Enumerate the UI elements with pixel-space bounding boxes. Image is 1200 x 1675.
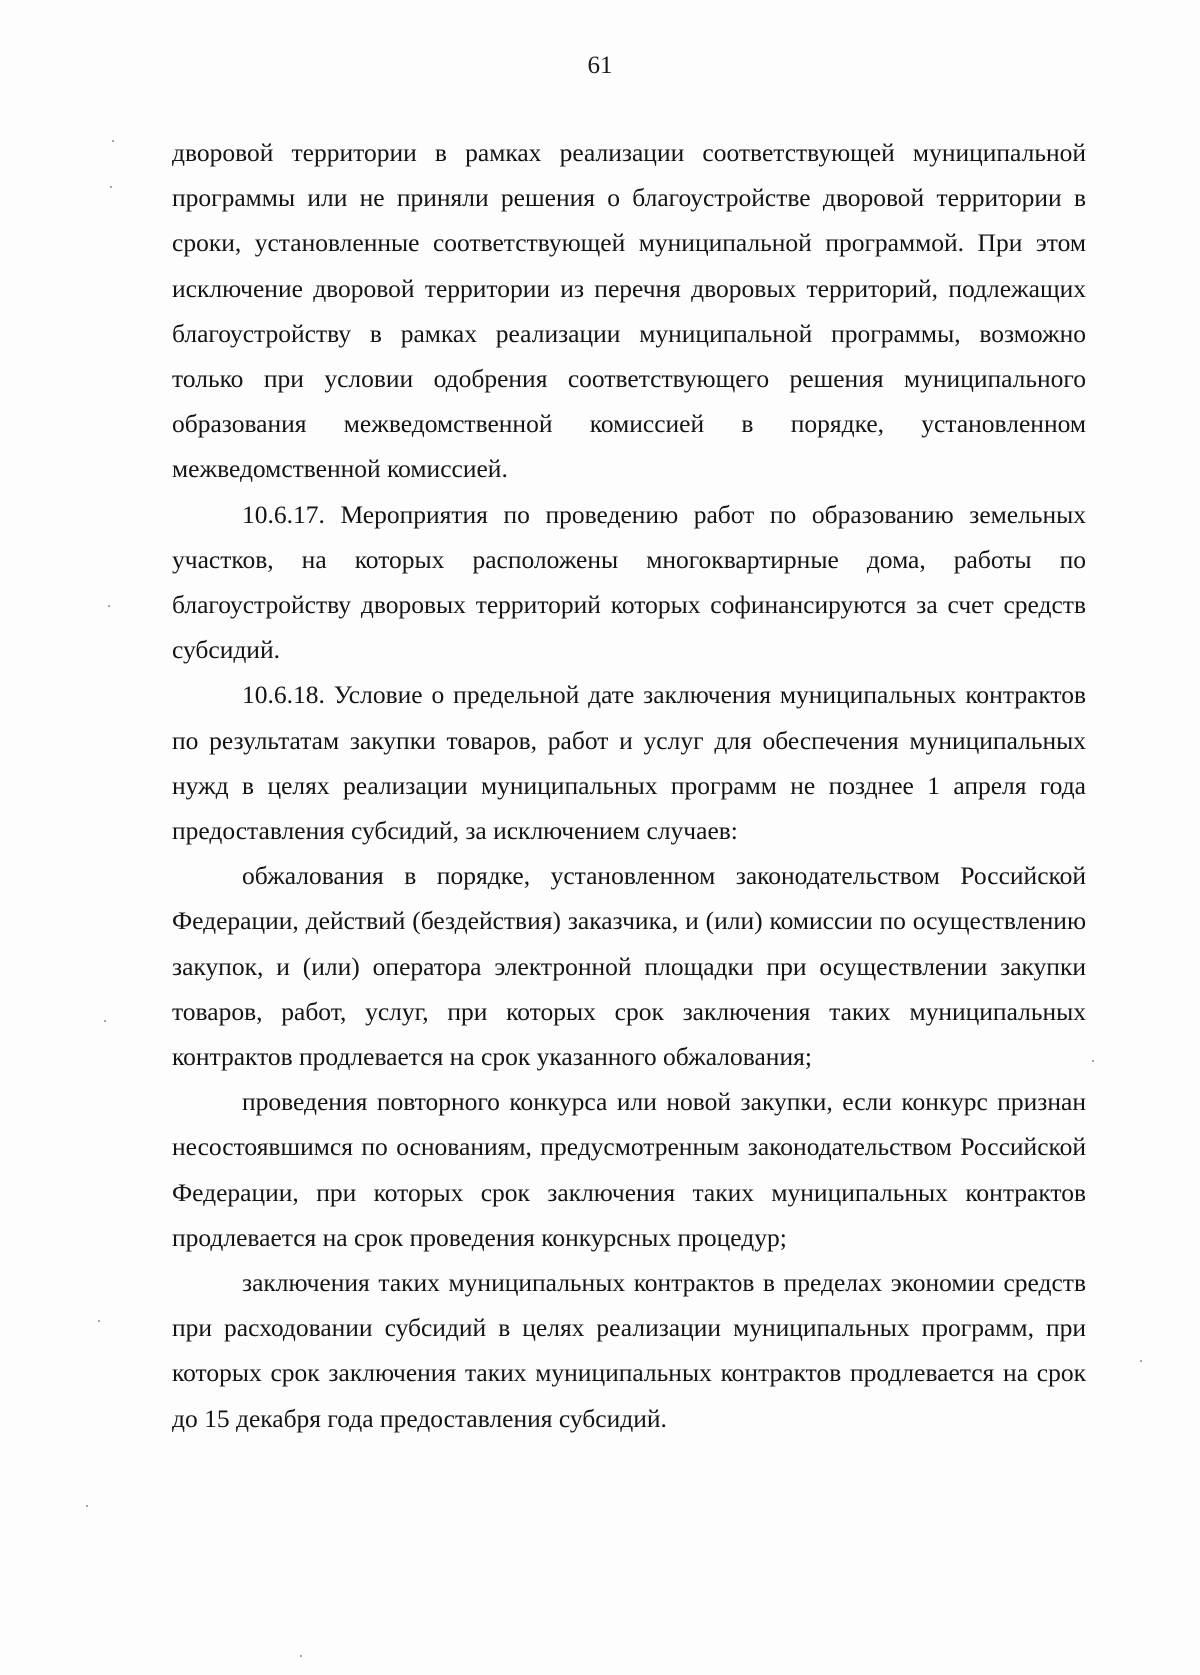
scan-speck: [108, 605, 110, 607]
scan-speck: [86, 1505, 88, 1507]
document-body: [172, 130, 1086, 1441]
scan-speck: [104, 1020, 106, 1022]
page-number: 61: [587, 52, 613, 79]
scan-speck: [1092, 1060, 1094, 1062]
scan-speck: [110, 186, 112, 188]
paragraph-exception-appeal: обжалования в порядке, установленном законодательством Российской Федерации, действий (бездействия) заказчика, и (или) комиссии по осуществлению закупок, и (или) оператора электронной площадки при осуществлении закупки товаров, работ, услуг, при которых срок заключения таких муниципальных контрактов продлевается на срок указанного обжалования;: [172, 861, 1086, 1072]
paragraph-exception-repeat-tender: проведения повторного конкурса или новой закупки, если конкурс признан несостоявшимся по основаниям, предусмотренным законодательством Российской Федерации, при которых срок заключения таких муниципальных контрактов продлевается на срок проведения конкурсных процедур;: [172, 1087, 1086, 1252]
paragraph-exception-savings: заключения таких муниципальных контрактов в пределах экономии средств при расходовании субсидий в целях реализации муниципальных программ, при которых срок заключения таких муниципальных контрактов продлевается на срок до 15 декабря года предоставления субсидий.: [172, 1268, 1086, 1433]
scan-speck: [112, 140, 114, 142]
paragraph-10-6-17: 10.6.17. Мероприятия по проведению работ по образованию земельных участков, на которых расположены многоквартирные дома, работы по благоустройству дворовых территорий которых софинансируются за счет средств субсидий.: [172, 499, 1086, 665]
paragraph-continuation: дворовой территории в рамках реализации соответствующей муниципальной программы или не приняли решения о благоустройстве дворовой территории в сроки, установленные соответствующей муниципальной программой. При этом исключение дворовой территории из перечня дворовых территорий, подлежащих благоустройству в рамках реализации муниципальной программы, возможно только при условии одобрения соответствующего решения муниципального образования межведомственной комиссией в порядке, установленном межведомственной комиссией.: [172, 138, 1086, 484]
paragraph-10-6-18: 10.6.18. Условие о предельной дате заключения муниципальных контрактов по результатам закупки товаров, работ и услуг для обеспечения муниципальных нужд в целях реализации муниципальных программ не позднее 1 апреля года предоставления субсидий, за исключением случаев:: [172, 680, 1086, 846]
scan-speck: [1140, 1360, 1142, 1362]
scan-speck: [98, 1320, 100, 1322]
scan-speck: [300, 1655, 302, 1657]
